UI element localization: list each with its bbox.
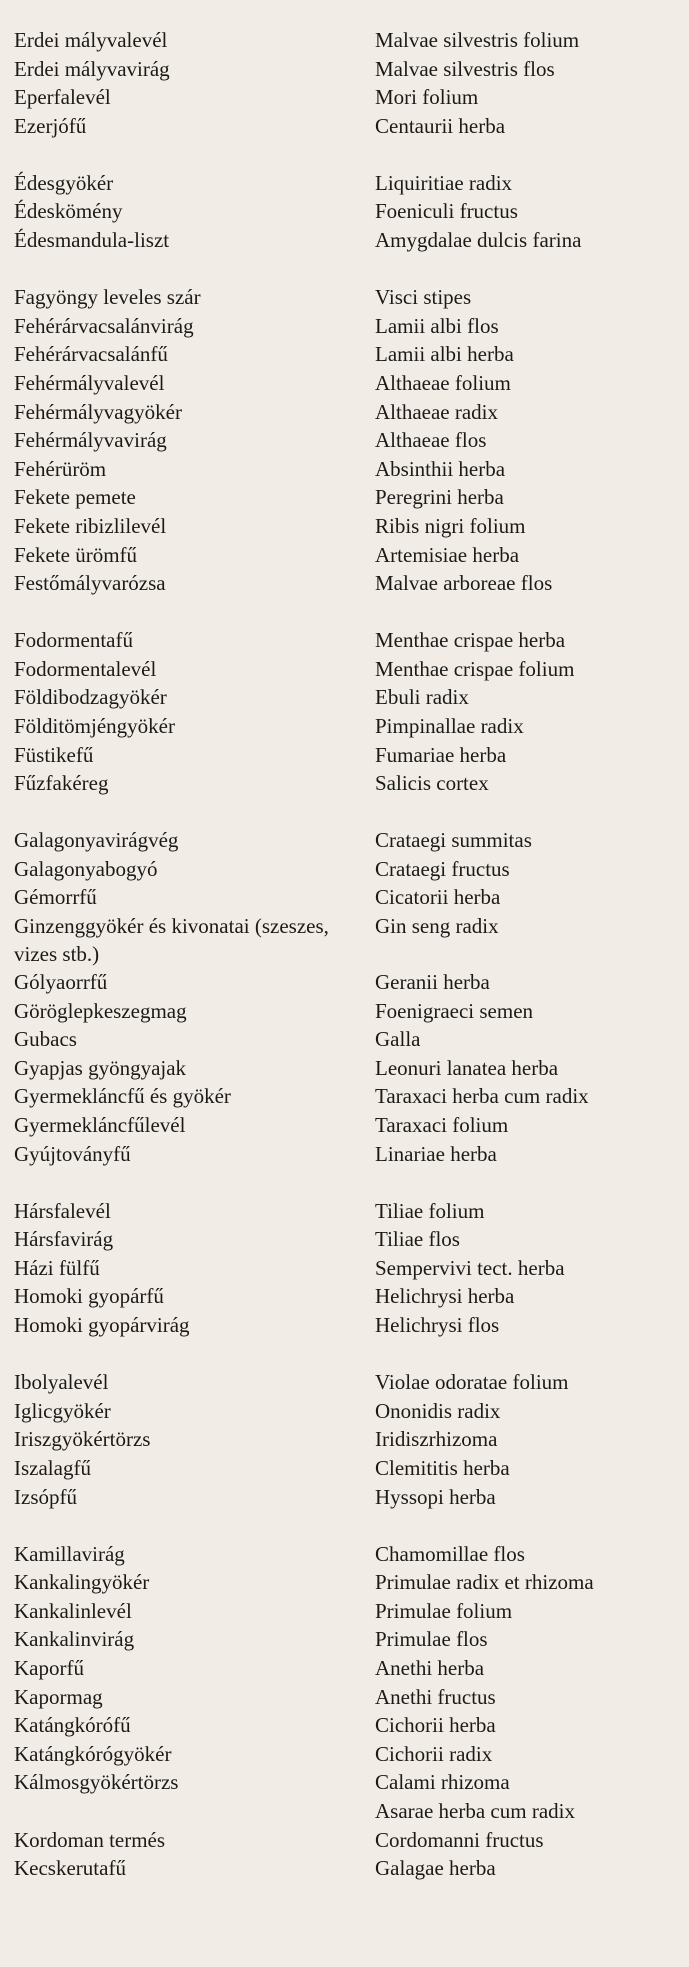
hungarian-name: Gyapjas gyöngyajak: [14, 1055, 187, 1080]
hungarian-name: Fehérüröm: [14, 456, 107, 481]
latin-name: Taraxaci folium: [375, 1113, 509, 1137]
herb-row: [14, 398, 684, 427]
hungarian-name: Galagonyabogyó: [14, 856, 158, 881]
hungarian-name: Édeskömény: [14, 199, 123, 224]
herb-row: [14, 1054, 684, 1083]
hungarian-name: Ibolyalevél: [14, 1370, 109, 1395]
latin-name: Lamii albi herba: [375, 342, 514, 367]
latin-name: Sempervivi tect. herba: [375, 1255, 565, 1280]
herb-row: [14, 1397, 684, 1426]
latin-name: Althaeae folium: [375, 370, 511, 395]
hungarian-name: Eperfalevél: [14, 85, 111, 110]
latin-name: Asarae herba cum radix: [375, 1798, 575, 1823]
hungarian-name: Iglicgyökér: [14, 1398, 111, 1423]
herb-row: [14, 55, 684, 84]
latin-name: Peregrini herba: [375, 485, 504, 510]
hungarian-name: Gyermekláncfűlevél: [14, 1113, 186, 1137]
hungarian-name: Festőmályvarózsa: [14, 571, 166, 596]
herb-row: [14, 455, 684, 484]
herb-group: [14, 1197, 684, 1340]
hungarian-name: Homoki gyopárvirág: [14, 1313, 190, 1338]
hungarian-name: Kálmosgyökértörzs: [14, 1770, 179, 1795]
herb-row: [14, 283, 684, 312]
hungarian-name: Házi fülfű: [14, 1255, 100, 1280]
hungarian-name: Kankalinvirág: [14, 1627, 135, 1652]
latin-name: Primulae radix et rhizoma: [375, 1570, 594, 1595]
hungarian-name: Fehérmályvalevél: [14, 370, 165, 395]
latin-name: Leonuri lanatea herba: [375, 1055, 559, 1080]
herb-row: [14, 968, 684, 997]
latin-name: Gin seng radix: [375, 914, 499, 939]
hungarian-name: Hársfavirág: [14, 1227, 114, 1252]
latin-name: Cordomanni fructus: [375, 1827, 544, 1852]
hungarian-name: Kecskerutafű: [14, 1856, 126, 1881]
hungarian-name: Fehérmályvagyökér: [14, 399, 182, 424]
latin-name: Salicis cortex: [375, 771, 489, 796]
hungarian-name: Gyújtoványfű: [14, 1141, 131, 1166]
hungarian-name: Fodormentafű: [14, 628, 133, 653]
hungarian-name: Gólyaorrfű: [14, 970, 108, 995]
herb-row: [14, 169, 684, 198]
hungarian-name: Füstikefű: [14, 742, 94, 767]
latin-name: Violae odoratae folium: [375, 1370, 569, 1395]
herb-row: [14, 1282, 684, 1311]
hungarian-name: Kaporfű: [14, 1656, 84, 1680]
latin-name: Cichorii radix: [375, 1741, 493, 1766]
herb-row: [14, 369, 684, 398]
hungarian-name: Kamillavirág: [14, 1541, 125, 1566]
herb-row: [14, 541, 684, 570]
hungarian-name: Ginzenggyökér és kivonatai (szeszes, vizes stb.): [14, 914, 329, 967]
hungarian-name: Iszalagfű: [14, 1455, 91, 1480]
latin-name: Crataegi summitas: [375, 828, 532, 853]
herb-row: [14, 1368, 684, 1397]
herb-row: [14, 1683, 684, 1712]
latin-name: Cichorii herba: [375, 1713, 496, 1738]
latin-name: Tiliae flos: [375, 1227, 460, 1252]
hungarian-name: Fekete pemete: [14, 485, 136, 510]
latin-name: Centaurii herba: [375, 113, 506, 138]
latin-name: Cicatorii herba: [375, 885, 501, 910]
herb-row: [14, 1826, 684, 1855]
herb-row: [14, 512, 684, 541]
herb-row: [14, 1597, 684, 1626]
herb-row: [14, 769, 684, 798]
latin-name: Absinthii herba: [375, 456, 506, 481]
latin-name: Amygdalae dulcis farina: [375, 228, 582, 253]
herb-group: [14, 169, 684, 255]
latin-name: Mori folium: [375, 85, 479, 110]
herb-group: [14, 283, 684, 598]
latin-name: Galla: [375, 1027, 421, 1052]
hungarian-name: Kapormag: [14, 1684, 103, 1709]
hungarian-name: Édesgyökér: [14, 170, 114, 195]
latin-name: Lamii albi flos: [375, 313, 499, 338]
latin-name: Artemisiae herba: [375, 542, 520, 567]
latin-name: Chamomillae flos: [375, 1541, 525, 1566]
herb-row: [14, 626, 684, 655]
herb-row: [14, 1625, 684, 1654]
herb-row: [14, 83, 684, 112]
hungarian-name: Erdei mályvavirág: [14, 56, 170, 81]
latin-name: Althaeae flos: [375, 428, 487, 453]
latin-name: Helichrysi herba: [375, 1284, 515, 1309]
herb-row: [14, 1082, 684, 1111]
herb-row: [14, 1854, 684, 1883]
hungarian-name: Fagyöngy leveles szár: [14, 285, 201, 310]
hungarian-name: Iriszgyökértörzs: [14, 1427, 151, 1452]
hungarian-name: Gyermekláncfű és gyökér: [14, 1084, 231, 1109]
latin-name: Taraxaci herba cum radix: [375, 1084, 589, 1109]
latin-name: Malvae silvestris flos: [375, 56, 555, 81]
herb-group: [14, 1368, 684, 1511]
latin-name: Anethi fructus: [375, 1684, 496, 1709]
hungarian-name: Homoki gyopárfű: [14, 1284, 164, 1309]
hungarian-name: Fűzfakéreg: [14, 771, 109, 796]
latin-name: Iridiszrhizoma: [375, 1427, 498, 1452]
latin-name: Hyssopi herba: [375, 1484, 496, 1509]
latin-name: Ononidis radix: [375, 1398, 501, 1423]
hungarian-name: Földitömjéngyökér: [14, 713, 175, 738]
hungarian-name: Erdei mályvalevél: [14, 28, 168, 52]
hungarian-name: Kordoman termés: [14, 1827, 166, 1852]
latin-name: Linariae herba: [375, 1141, 497, 1166]
herb-row: [14, 712, 684, 741]
herb-row: [14, 912, 684, 968]
herb-group: [14, 1540, 684, 1883]
latin-name: Anethi herba: [375, 1656, 485, 1680]
hungarian-name: Fehérárvacsalánfű: [14, 342, 168, 367]
herb-row: [14, 1197, 684, 1226]
herb-row: [14, 1711, 684, 1740]
hungarian-name: Gubacs: [14, 1027, 77, 1052]
hungarian-name: Fodormentalevél: [14, 656, 157, 681]
herb-row: [14, 1225, 684, 1254]
latin-name: Menthae crispae folium: [375, 656, 575, 681]
hungarian-name: Göröglepkeszegmag: [14, 998, 187, 1023]
herb-row: [14, 655, 684, 684]
latin-name: Geranii herba: [375, 970, 490, 995]
latin-name: Ebuli radix: [375, 685, 469, 710]
herb-row: [14, 997, 684, 1026]
hungarian-name: Galagonyavirágvég: [14, 828, 179, 853]
herb-row: [14, 197, 684, 226]
herb-row: [14, 1483, 684, 1512]
herb-row: [14, 741, 684, 770]
hungarian-name: Édesmandula-liszt: [14, 228, 170, 253]
latin-name: Liquiritiae radix: [375, 170, 513, 195]
latin-name: Tiliae folium: [375, 1198, 485, 1223]
herb-row: [14, 1454, 684, 1483]
herb-row: [14, 883, 684, 912]
herb-row: [14, 112, 684, 141]
latin-name: Clemititis herba: [375, 1455, 510, 1480]
hungarian-name: Fekete ürömfű: [14, 542, 138, 567]
hungarian-name: Gémorrfű: [14, 885, 97, 910]
herb-name-list: [14, 26, 684, 1911]
herb-row: [14, 340, 684, 369]
herb-row: [14, 426, 684, 455]
hungarian-name: Földibodzagyökér: [14, 685, 167, 710]
latin-name: Crataegi fructus: [375, 856, 510, 881]
hungarian-name: Fehérmályvavirág: [14, 428, 167, 453]
herb-row: [14, 1025, 684, 1054]
herb-row: [14, 569, 684, 598]
herb-row: [14, 226, 684, 255]
latin-name: Visci stipes: [375, 285, 472, 310]
latin-name: Pimpinallae radix: [375, 713, 524, 738]
herb-row: [14, 1768, 684, 1797]
herb-row: [14, 1654, 684, 1683]
herb-row: [14, 312, 684, 341]
herb-row: [14, 1111, 684, 1140]
hungarian-name: Kankalingyökér: [14, 1570, 150, 1595]
herb-row: [14, 1568, 684, 1597]
herb-group: [14, 626, 684, 798]
latin-name: Primulae flos: [375, 1627, 488, 1652]
latin-name: Fumariae herba: [375, 742, 507, 767]
latin-name: Malvae silvestris folium: [375, 28, 580, 52]
herb-group: [14, 826, 684, 1168]
herb-row: [14, 826, 684, 855]
hungarian-name: Hársfalevél: [14, 1198, 111, 1223]
herb-row: [14, 1740, 684, 1769]
latin-name: Helichrysi flos: [375, 1313, 500, 1338]
herb-row: [14, 1311, 684, 1340]
herb-row: [14, 26, 684, 55]
latin-name: Menthae crispae herba: [375, 628, 566, 653]
latin-name: Galagae herba: [375, 1856, 496, 1881]
herb-row: [14, 1797, 684, 1826]
hungarian-name: Fekete ribizlilevél: [14, 513, 167, 538]
hungarian-name: [14, 1797, 375, 1826]
hungarian-name: Katángkórófű: [14, 1713, 131, 1738]
herb-group: [14, 26, 684, 140]
herb-row: [14, 483, 684, 512]
hungarian-name: Izsópfű: [14, 1484, 77, 1509]
hungarian-name: Fehérárvacsalánvirág: [14, 313, 194, 338]
herb-row: [14, 1540, 684, 1569]
latin-name: Malvae arboreae flos: [375, 571, 553, 596]
latin-name: Primulae folium: [375, 1598, 513, 1623]
latin-name: Calami rhizoma: [375, 1770, 510, 1795]
latin-name: Foeniculi fructus: [375, 199, 518, 224]
herb-row: [14, 855, 684, 884]
herb-row: [14, 1140, 684, 1169]
herb-row: [14, 1254, 684, 1283]
hungarian-name: Kankalinlevél: [14, 1598, 132, 1623]
hungarian-name: Ezerjófű: [14, 113, 87, 138]
latin-name: Ribis nigri folium: [375, 513, 526, 538]
latin-name: Foenigraeci semen: [375, 998, 534, 1023]
hungarian-name: Katángkórógyökér: [14, 1741, 172, 1766]
herb-row: [14, 683, 684, 712]
herb-row: [14, 1425, 684, 1454]
latin-name: Althaeae radix: [375, 399, 499, 424]
